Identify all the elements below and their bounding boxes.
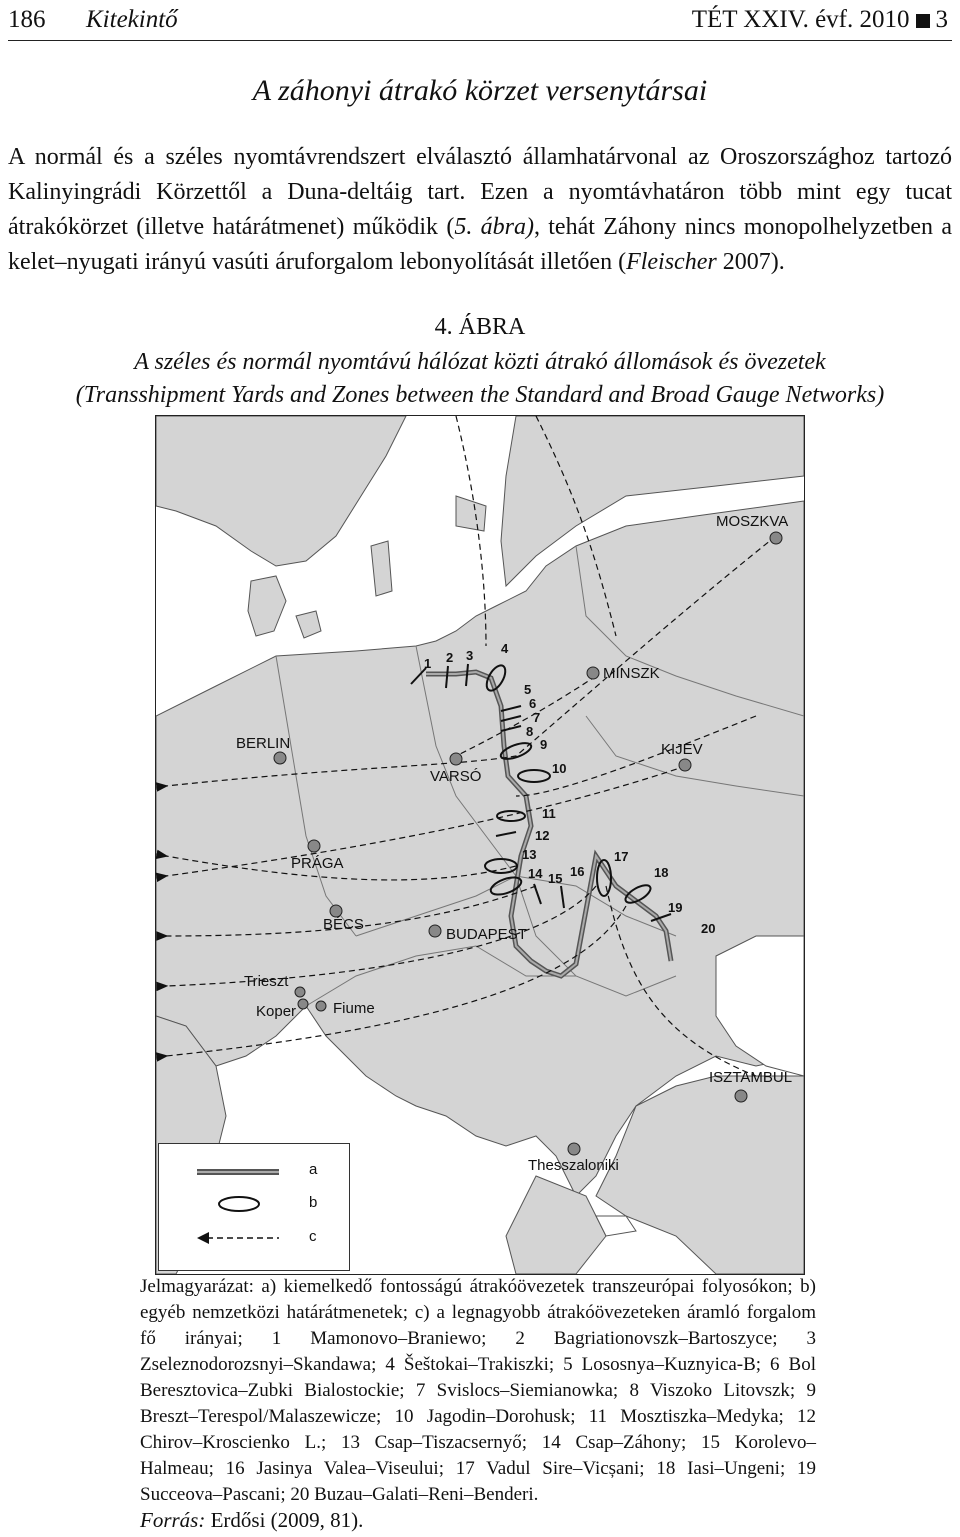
legend-symbols	[159, 1144, 349, 1270]
paragraph-text-3: 2007).	[716, 249, 785, 275]
crossing-number-9: 9	[540, 737, 548, 752]
journal-info	[692, 6, 948, 34]
crossing-number-1: 1	[424, 656, 432, 671]
city-label-koper: Koper	[256, 1003, 297, 1020]
crossing-number-11: 11	[542, 806, 556, 821]
city-label-isztambul: ISZTAMBUL	[709, 1069, 793, 1086]
figure-caption: Jelmagyarázat: a) kiemelkedő fontosságú átrakóövezetek transzeurópai folyosókon; b) egyéb nemzetközi határátmenetek; c) a legnagyobb átrakóövezeteken áramló forgalom fő irányai; 1 Mamonovo–Braniewo; 2 Bagriationovszk–Bartoszyce; 3 Zseleznodorozsnyi–Skandawa; 4 Šeštokai–Trakiszki; 5 Lososnya–Kuznyica-B; 6 Bol Beresztovica–Zubki Bialostockie; 7 Svislocs–Siemianowka; 8 Viszoko Litovszk; 9 Breszt–Terespol/Malaszewicze; 10 Jagodin–Dorohusk; 11 Mosztiszka–Medyka; 12 Chirov–Kroscienko L.; 13 Csap–Tiszacsernyő; 14 Csap–Záhony; 15 Korolevo–Halmeau; 16 Jasinya Valea–Viseului; 17 Vadul Sire–Vicșani; 18 Iasi–Ungeni; 19 Succeova–Pascani; 20 Buzau–Galati–Reni–Benderi.	[140, 1276, 816, 1505]
crossing-number-10: 10	[552, 761, 567, 776]
citation-author: Fleischer	[626, 249, 717, 275]
city-dot-budapest	[429, 925, 441, 937]
square-bullet-icon	[916, 14, 930, 28]
crossing-number-5: 5	[524, 682, 532, 697]
city-dot-isztambul	[735, 1090, 747, 1102]
city-label-moszkva: MOSZKVA	[716, 513, 789, 530]
crossing-number-20: 20	[701, 921, 716, 936]
figure-title-en: (Transshipment Yards and Zones between the Standard and Broad Gauge Networks)	[75, 382, 885, 408]
city-dot-kijev	[679, 759, 691, 771]
city-label-kijev: KIJEV	[661, 741, 703, 758]
city-label-varso: VARSÓ	[430, 768, 482, 785]
crossing-number-2: 2	[446, 650, 454, 665]
city-label-praga: PRÁGA	[291, 855, 344, 872]
issue-number: 3	[935, 6, 948, 33]
legend-label-a: a	[309, 1161, 318, 1178]
crossing-number-12: 12	[535, 828, 550, 843]
city-dot-fiume	[316, 1001, 326, 1011]
journal-volume: TÉT XXIV. évf. 2010	[691, 6, 910, 33]
paragraph-text-1: A normál és a széles nyomtávrendszert elválasztó államhatárvonal az Oroszországhoz tartozó Kalinyingrádi Körzettől a Duna-deltáig tart. Ezen a nyomtávhatáron több mint egy tucat átrakókörzet (illetve határátmenet) működik (	[8, 144, 952, 240]
figure-source	[140, 1508, 363, 1533]
crossing-number-4: 4	[501, 641, 509, 656]
city-label-thesszaloniki: Thesszaloniki	[528, 1157, 619, 1174]
figure-label: 4. ÁBRA	[434, 314, 526, 340]
section-name: Kitekintő	[86, 6, 178, 33]
crossing-number-18: 18	[654, 865, 669, 880]
city-dot-berlin	[274, 752, 286, 764]
paragraph-text-2: , tehát Záhony nincs monopolhelyzetben a kelet–nyugati irányú vasúti áruforgalom lebonyolítását illetően (	[8, 214, 952, 275]
city-dot-minszk	[587, 667, 599, 679]
legend-crossing-symbol	[219, 1197, 259, 1211]
crossing-number-3: 3	[466, 648, 474, 663]
figure-reference: 5. ábra)	[454, 214, 534, 240]
city-label-budapest: BUDAPEST	[446, 926, 527, 943]
source-text: Erdősi (2009, 81).	[210, 1508, 364, 1532]
page-number: 186	[8, 6, 46, 33]
map-legend	[158, 1143, 350, 1271]
crossing-number-14: 14	[528, 866, 543, 881]
arrow-left-icon	[197, 1232, 209, 1244]
crossing-number-16: 16	[570, 864, 585, 879]
city-label-minszk: MINSZK	[603, 665, 660, 682]
section-title: A záhonyi átrakó körzet versenytársai	[252, 74, 708, 107]
city-label-trieszt: Trieszt	[244, 973, 289, 990]
crossing-number-8: 8	[526, 724, 534, 739]
legend-label-c: c	[309, 1228, 317, 1245]
city-label-berlin: BERLIN	[236, 735, 291, 752]
source-label: Forrás:	[140, 1508, 206, 1532]
page-header	[8, 4, 952, 41]
city-dot-moszkva	[770, 532, 782, 544]
city-dot-praga	[308, 840, 320, 852]
body-paragraph	[8, 140, 952, 280]
crossing-number-6: 6	[529, 696, 537, 711]
city-dot-koper	[298, 999, 308, 1009]
crossing-number-17: 17	[614, 849, 629, 864]
legend-label-b: b	[309, 1194, 318, 1211]
crossing-number-15: 15	[548, 871, 563, 886]
city-dot-varso	[450, 753, 462, 765]
city-dot-trieszt	[295, 987, 305, 997]
crossing-number-19: 19	[668, 900, 683, 915]
city-dot-thesszaloniki	[568, 1143, 580, 1155]
city-label-becs: BÉCS	[323, 916, 364, 933]
figure-title	[0, 346, 960, 412]
city-label-fiume: Fiume	[333, 1000, 375, 1017]
crossing-number-7: 7	[533, 710, 541, 725]
crossing-number-13: 13	[522, 847, 537, 862]
figure-title-hu: A széles és normál nyomtávú hálózat közti átrakó állomások és övezetek	[134, 349, 826, 375]
